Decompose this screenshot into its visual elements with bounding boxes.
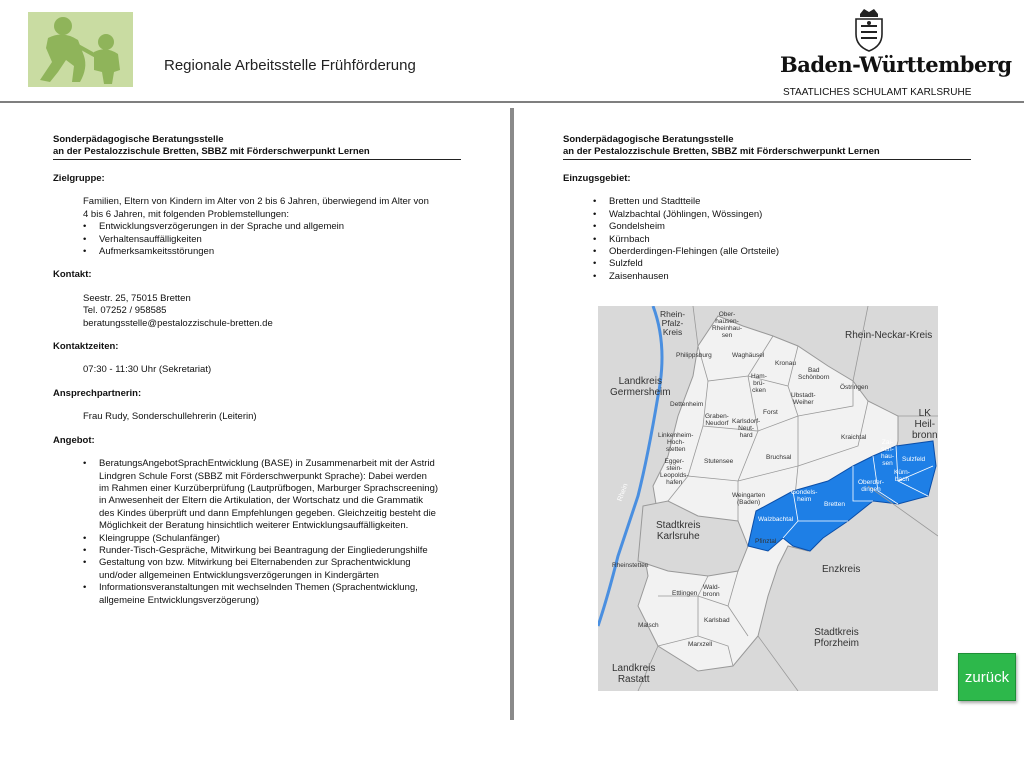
brand-name: Baden-Württemberg bbox=[780, 52, 1012, 77]
back-button[interactable]: zurück bbox=[958, 653, 1016, 701]
map-label-graben: Graben- Neudorf bbox=[705, 413, 729, 427]
list-item-line: und/oder allgemeinen Entwicklungsverzögerungen in Kindergärten bbox=[99, 569, 379, 581]
list-item: • Entwicklungsverzögerungen in der Sprache und allgemein bbox=[53, 221, 473, 233]
map-label-stadtkreis-karlsruhe: Stadtkreis Karlsruhe bbox=[656, 520, 701, 542]
zielgruppe-text-1: Familien, Eltern von Kindern im Alter von 2 bis 6 Jahren, überwiegend im Alter von bbox=[83, 196, 429, 208]
map-label-ettlingen: Ettlingen bbox=[672, 590, 698, 597]
einzugsgebiet-heading: Einzugsgebiet: bbox=[563, 173, 631, 184]
logo-fruehfoerderung bbox=[28, 12, 133, 87]
map-label-oberderdingen: Oberder- dingen bbox=[858, 479, 885, 493]
list-item bbox=[53, 545, 473, 557]
map-label-lk-heilbronn: LK Heil- bronn bbox=[912, 408, 938, 441]
list-item-line: in Anwesenheit der Eltern die Artikulation, der Wortschatz und die Grammatik bbox=[99, 495, 424, 507]
zielgruppe-text-2: 4 bis 6 Jahren, mit folgenden Problemstellungen: bbox=[83, 208, 289, 220]
map-label-rheinstetten: Rheinstetten bbox=[612, 562, 649, 569]
map-label-rhein: Rhein bbox=[616, 482, 630, 503]
map-label-malsch: Malsch bbox=[638, 622, 659, 629]
list-item-line: • BeratungsAngebotSprachEntwicklung (BASE) in Zusammenarbeit mit der Astrid bbox=[99, 458, 435, 470]
list-item-line: • Gestaltung von bzw. Mitwirkung bei Elternabenden zur Sprachentwicklung bbox=[99, 557, 411, 569]
right-doc-heading bbox=[563, 134, 971, 160]
map-label-waghaeusel: Waghäusel bbox=[732, 352, 765, 359]
region-map-graphic bbox=[598, 306, 938, 691]
map-label-stadtkreis-pforzheim: Stadtkreis Pforzheim bbox=[814, 627, 860, 649]
map-label-linkenheim: Linkenheim- Hoch- stetten bbox=[658, 432, 694, 453]
map-label-enzkreis: Enzkreis bbox=[822, 564, 861, 575]
right-doc-heading-line1: Sonderpädagogische Beratungsstelle bbox=[563, 134, 734, 145]
list-item bbox=[53, 533, 473, 545]
map-label-lk-germersheim: Landkreis Germersheim bbox=[610, 376, 671, 398]
list-item: • Oberderdingen-Flehingen (alle Ortsteile) bbox=[563, 246, 983, 258]
list-item-line: • Informationsveranstaltungen mit wechselnden Themen (Sprachentwicklung, bbox=[99, 582, 418, 594]
list-item: • Bretten und Stadtteile bbox=[563, 196, 983, 208]
map-label-ubstadt: Ubstadt- Weiher bbox=[791, 392, 816, 406]
map-label-rhein-pfalz: Rhein- Pfalz- Kreis bbox=[660, 309, 686, 337]
list-item: • Walzbachtal (Jöhlingen, Wössingen) bbox=[563, 209, 983, 221]
map-label-weingarten: Weingarten (Baden) bbox=[732, 492, 766, 506]
list-item-line: allgemeine Entwicklungsverzögerung) bbox=[99, 594, 260, 606]
map-label-karlsdorf: Karlsdorf- Neut- hard bbox=[732, 418, 761, 439]
map-label-hambruecken: Ham- brü- cken bbox=[751, 373, 767, 394]
left-doc-heading bbox=[53, 134, 461, 160]
map-label-oestringen: Östringen bbox=[840, 384, 869, 391]
map-label-walzbachtal: Walzbachtal bbox=[758, 516, 794, 523]
map-label-dettenheim: Dettenheim bbox=[670, 401, 704, 408]
kontaktzeiten-text: 07:30 - 11:30 Uhr (Sekretariat) bbox=[83, 364, 212, 376]
map-label-eggenstein: Egger- stein- Leopolds- hafen bbox=[660, 458, 689, 486]
list-item-line: • Kleingruppe (Schulanfänger) bbox=[99, 532, 220, 544]
list-item: • Aufmerksamkeitsstörungen bbox=[53, 246, 473, 258]
family-silhouette-icon bbox=[28, 12, 133, 87]
kontakt-phone: Tel. 07252 / 958585 bbox=[83, 305, 167, 317]
map-label-forst: Forst bbox=[763, 409, 778, 416]
list-item-line: Lindgren Schule Forst (SBBZ mit Förderschwerpunkt Sprache): Dabei werden bbox=[99, 470, 427, 482]
list-item: • Verhaltensauffälligkeiten bbox=[53, 234, 473, 246]
list-item: • Gondelsheim bbox=[563, 221, 983, 233]
ansprech-heading: Ansprechpartnerin: bbox=[53, 387, 142, 399]
left-doc-heading-line1: Sonderpädagogische Beratungsstelle bbox=[53, 134, 224, 145]
left-document bbox=[53, 134, 473, 607]
map-label-kuernbach: Kürn- bach bbox=[894, 469, 910, 483]
region-map bbox=[598, 306, 938, 691]
header-divider bbox=[0, 101, 1024, 103]
map-label-kraichtal: Kraichtal bbox=[841, 434, 867, 441]
page-title: Regionale Arbeitsstelle Frühförderung bbox=[164, 57, 416, 74]
right-doc-heading-line2: an der Pestalozzischule Bretten, SBBZ mit Förderschwerpunkt Lernen bbox=[563, 146, 880, 157]
map-label-sulzfeld: Sulzfeld bbox=[902, 456, 926, 463]
list-item: • Kürnbach bbox=[563, 234, 983, 246]
map-label-karlsbad: Karlsbad bbox=[704, 617, 730, 624]
kontakt-heading: Kontakt: bbox=[53, 269, 92, 281]
map-label-gondelsheim: Gondels- heim bbox=[791, 489, 818, 503]
right-document bbox=[563, 134, 983, 283]
kontakt-address: Seestr. 25, 75015 Bretten bbox=[83, 292, 191, 304]
kontaktzeiten-heading: Kontaktzeiten: bbox=[53, 341, 119, 353]
map-label-kronau: Kronau bbox=[775, 360, 796, 367]
brand-subtitle: STAATLICHES SCHULAMT KARLSRUHE bbox=[783, 87, 972, 98]
list-item: • Zaisenhausen bbox=[563, 271, 983, 283]
list-item-line: des Kindes überprüft und dann Empfehlungen gegeben. Gleichzeitig besteht die bbox=[99, 507, 436, 519]
map-label-waldbronn: Wald- bronn bbox=[703, 584, 720, 598]
list-item bbox=[53, 458, 473, 532]
coat-of-arms-icon bbox=[852, 8, 886, 52]
angebot-list bbox=[53, 458, 473, 607]
map-label-lk-rastatt: Landkreis Rastatt bbox=[612, 663, 656, 685]
kontakt-email[interactable]: beratungsstelle@pestalozzischule-bretten.de bbox=[83, 317, 273, 329]
map-label-zaisenhausen: Zai- sen- hau- sen bbox=[881, 439, 895, 467]
einzugsgebiet-list bbox=[563, 196, 983, 283]
map-label-marxzell: Marxzell bbox=[688, 641, 713, 648]
list-item-line: • Runder-Tisch-Gespräche, Mitwirkung bei Beantragung der Eingliederungshilfe bbox=[99, 544, 428, 556]
map-label-rhein-neckar: Rhein-Neckar-Kreis bbox=[845, 330, 933, 341]
ansprech-text: Frau Rudy, Sonderschullehrerin (Leiterin) bbox=[83, 411, 257, 423]
zielgruppe-heading: Zielgruppe: bbox=[53, 173, 105, 184]
map-label-bruchsal: Bruchsal bbox=[766, 454, 792, 461]
map-label-bad-schoenborn: Bad Schönborn bbox=[798, 367, 830, 381]
map-label-pfinztal: Pfinztal bbox=[755, 538, 777, 545]
angebot-heading: Angebot: bbox=[53, 434, 95, 446]
zielgruppe-list bbox=[53, 221, 473, 258]
map-label-philippsburg: Philippsburg bbox=[676, 352, 712, 359]
page-divider bbox=[510, 108, 514, 720]
list-item-line: Möglichkeit der Beratung hinsichtlich weiterer Entwicklungsauffälligkeiten. bbox=[99, 520, 409, 532]
left-doc-heading-line2: an der Pestalozzischule Bretten, SBBZ mit Förderschwerpunkt Lernen bbox=[53, 146, 370, 157]
map-label-oberhausen: Ober- hausen- Rheinhau- sen bbox=[712, 311, 742, 339]
map-label-stutensee: Stutensee bbox=[704, 458, 734, 465]
map-label-bretten: Bretten bbox=[824, 501, 845, 508]
list-item: • Sulzfeld bbox=[563, 258, 983, 270]
list-item bbox=[53, 557, 473, 582]
list-item bbox=[53, 582, 473, 607]
list-item-line: im Rahmen einer Kurzüberprüfung (Lautprüfbogen, Marburger Sprachscreening) bbox=[99, 482, 439, 494]
